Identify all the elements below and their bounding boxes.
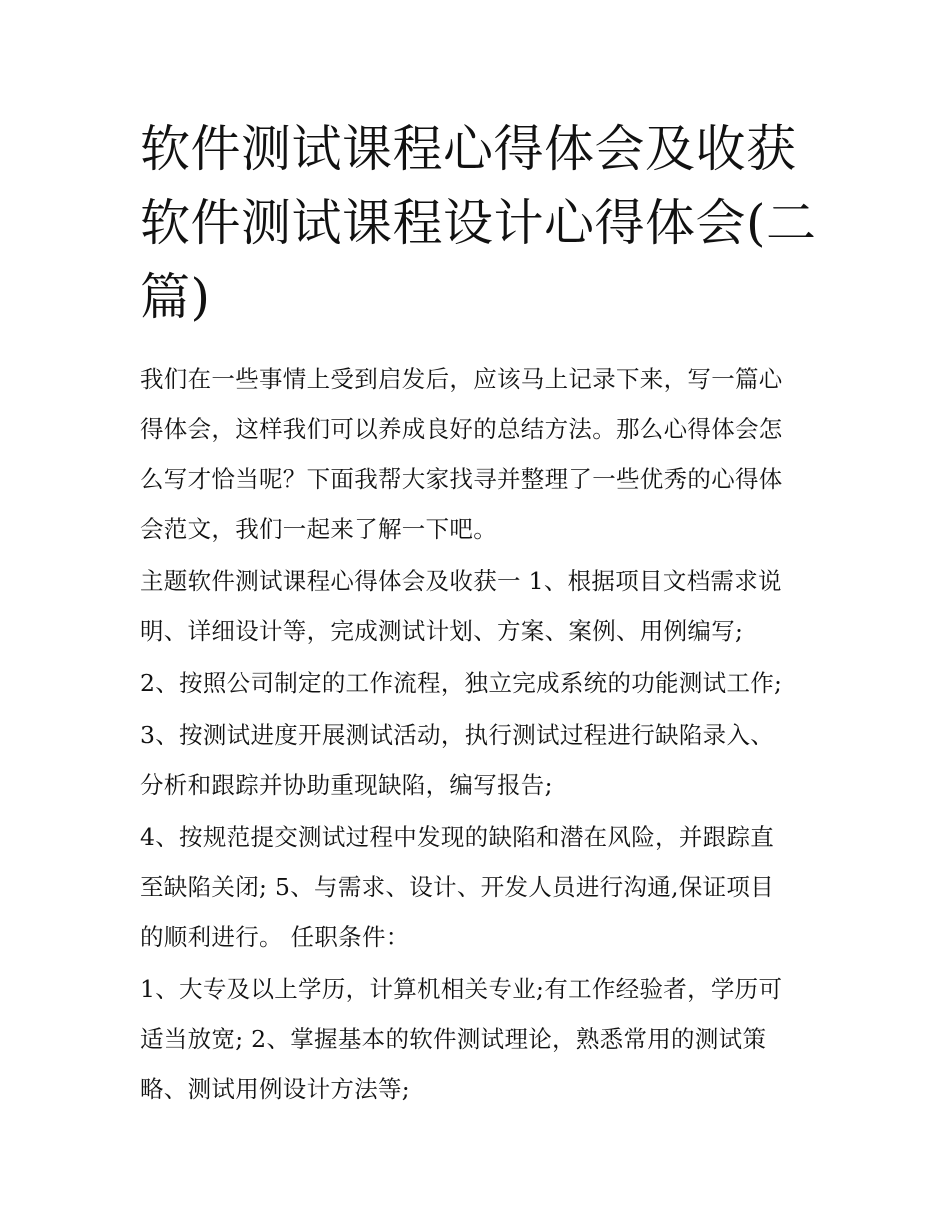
text-line: 3、按测试进度开展测试活动，执行测试过程进行缺陷录入、 — [140, 721, 775, 749]
text-line: 么写才恰当呢？下面我帮大家找寻并整理了一些优秀的心得体 — [140, 465, 783, 493]
text-line: 得体会，这样我们可以养成良好的总结方法。那么心得体会怎 — [140, 415, 783, 443]
title-line: 软件测试课程设计心得体会(二 — [140, 194, 817, 252]
title-line: 篇) — [140, 268, 211, 326]
text-line: 至缺陷关闭; 5、与需求、设计、开发人员进行沟通,保证项目 — [140, 873, 775, 901]
text-line: 分析和跟踪并协助重现缺陷，编写报告; — [140, 771, 553, 799]
paragraph-item-1 — [140, 556, 820, 656]
text-line: 我们在一些事情上受到启发后，应该马上记录下来，写一篇心 — [140, 365, 783, 393]
text-line: 的顺利进行。 任职条件： — [140, 923, 410, 951]
text-line: 主题软件测试课程心得体会及收获一 1、根据项目文档需求说 — [140, 567, 782, 595]
paragraph-item-3 — [140, 710, 820, 810]
text-line: 会范文，我们一起来了解一下吧。 — [140, 515, 497, 543]
document-title — [140, 112, 820, 334]
paragraph-requirements — [140, 964, 820, 1114]
text-line: 适当放宽; 2、掌握基本的软件测试理论，熟悉常用的测试策 — [140, 1025, 767, 1053]
text-line: 略、测试用例设计方法等; — [140, 1075, 411, 1103]
paragraph-item-4 — [140, 812, 820, 962]
document-body — [140, 354, 820, 1116]
paragraph-intro — [140, 354, 820, 554]
text-line: 2、按照公司制定的工作流程，独立完成系统的功能测试工作; — [140, 669, 783, 697]
text-line: 明、详细设计等，完成测试计划、方案、案例、用例编写; — [140, 617, 744, 645]
paragraph-item-2 — [140, 658, 820, 708]
text-line: 4、按规范提交测试过程中发现的缺陷和潜在风险，并跟踪直 — [140, 823, 775, 851]
title-line: 软件测试课程心得体会及收获 — [140, 120, 797, 178]
text-line: 1、大专及以上学历，计算机相关专业;有工作经验者，学历可 — [140, 975, 783, 1003]
